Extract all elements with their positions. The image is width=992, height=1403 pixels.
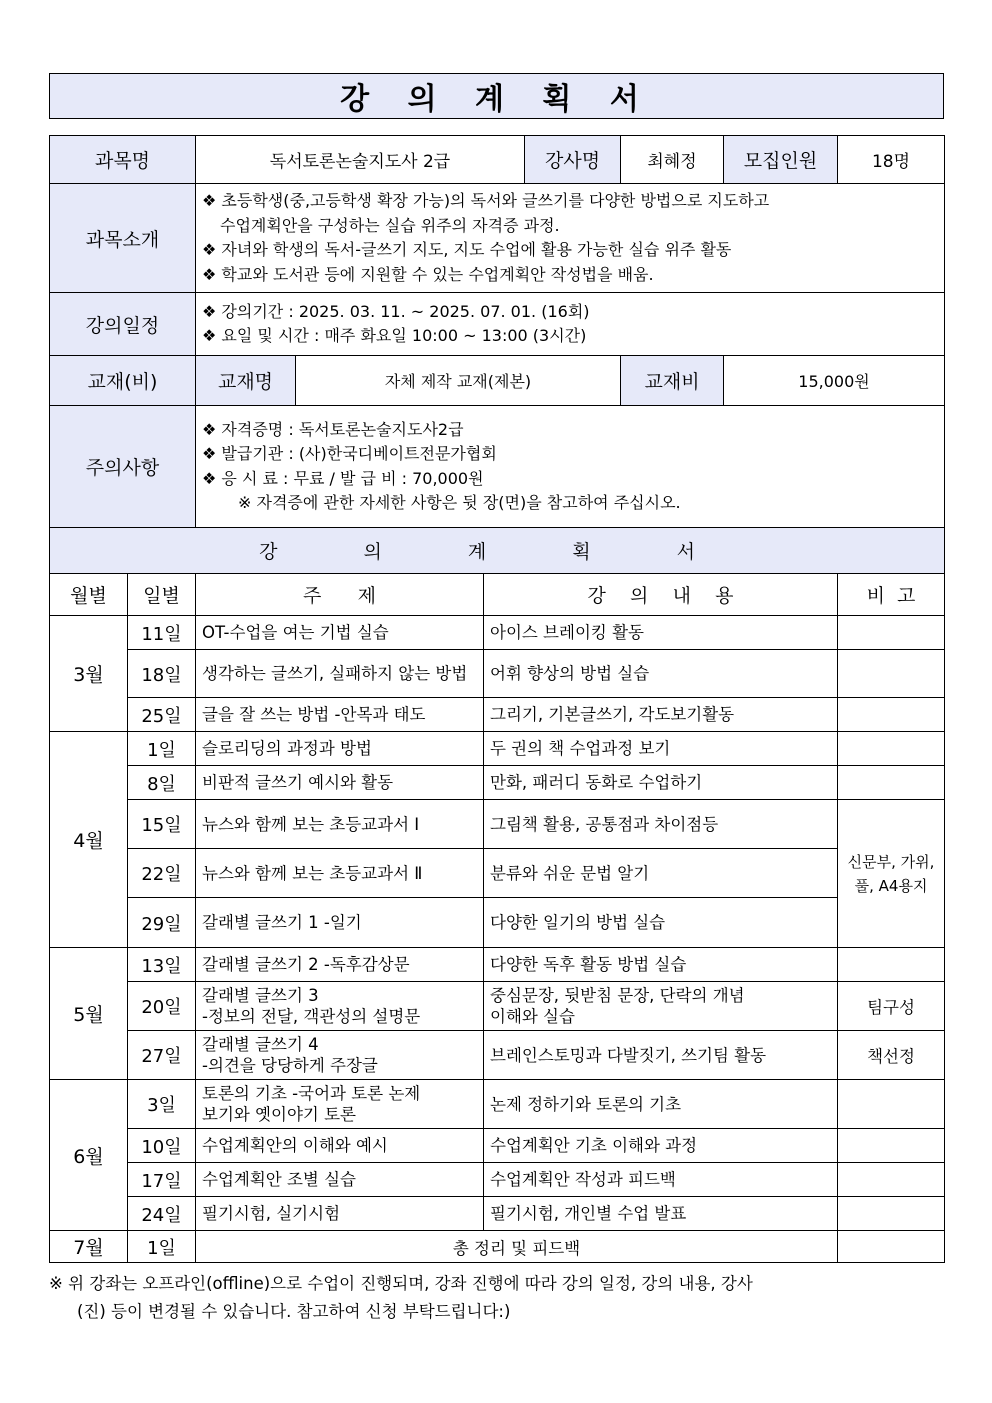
remark-cell [838,1080,945,1129]
table-row [50,1231,945,1263]
table-row [50,1129,945,1163]
notice-line: ※ 자격증에 관한 자세한 사항은 뒷 장(면)을 참고하여 주십시오. [238,493,681,512]
intro-line: 수업계획안을 구성하는 실습 위주의 자격증 과정. [220,215,560,235]
topic-cell: 글을 잘 쓰는 방법 -안목과 태도 [196,698,484,732]
topic-cell: 뉴스와 함께 보는 초등교과서 Ⅰ [196,800,484,849]
content-cell: 분류와 쉬운 문법 알기 [484,849,838,898]
table-row [50,948,945,982]
topic-cell [196,982,484,1031]
table-row [50,800,945,849]
schedule-line: ❖ 강의기간 : 2025. 03. 11. ~ 2025. 07. 01. (16회) [202,301,590,321]
topic-cell: 뉴스와 함께 보는 초등교과서 Ⅱ [196,849,484,898]
textbook-name-label: 교재명 [196,356,296,406]
header-content: 강 의 내 용 [484,574,838,616]
day-cell: 8일 [128,766,196,800]
day-cell: 18일 [128,650,196,698]
topic-cell [196,1031,484,1080]
content-cell: 수업계획안 작성과 피드백 [484,1163,838,1197]
month-cell: 4월 [50,732,128,948]
intro-line: ❖ 자녀와 학생의 독서-글쓰기 지도, 지도 수업에 활용 가능한 실습 위주 활동 [202,240,732,259]
remark-cell [838,1231,945,1263]
remark-cell [838,698,945,732]
remark-cell [838,1129,945,1163]
lecture-plan-table [49,527,945,1263]
day-cell: 1일 [128,732,196,766]
header-day: 일별 [128,574,196,616]
remark-cell [838,732,945,766]
topic-cell: 비판적 글쓰기 예시와 활동 [196,766,484,800]
day-cell: 13일 [128,948,196,982]
month-cell: 6월 [50,1080,128,1231]
content-cell: 두 권의 책 수업과정 보기 [484,732,838,766]
topic-cell: 슬로리딩의 과정과 방법 [196,732,484,766]
remark-cell [838,948,945,982]
remark-cell [838,1197,945,1231]
subject-label: 과목명 [50,136,196,184]
subject-value: 독서토론논술지도사 2급 [196,136,525,184]
intro-text [196,184,945,293]
page-title: 강 의 계 획 서 [49,73,944,119]
remark-cell [838,650,945,698]
content-line: 이해와 실습 [490,1007,575,1026]
topic-line: 토론의 기초 -국어과 토론 논제 [202,1084,421,1103]
table-row [50,898,945,948]
day-cell: 10일 [128,1129,196,1163]
notice-text [196,406,945,528]
day-cell: 17일 [128,1163,196,1197]
month-cell: 7월 [50,1231,128,1263]
remark-cell [838,766,945,800]
header-remark: 비 고 [838,574,945,616]
table-row [50,650,945,698]
table-row [50,982,945,1031]
table-row [50,849,945,898]
remark-cell: 팀구성 [838,982,945,1031]
topic-cell: 갈래별 글쓰기 2 -독후감상문 [196,948,484,982]
remark-cell [838,1163,945,1197]
intro-label: 과목소개 [50,184,196,293]
topic-line: 보기와 옛이야기 토론 [202,1105,356,1124]
header-topic: 주 제 [196,574,484,616]
topic-cell: OT-수업을 여는 기법 실습 [196,616,484,650]
textbook-name-value: 자체 제작 교재(제본) [296,356,621,406]
table-row [50,698,945,732]
textbook-label: 교재(비) [50,356,196,406]
schedule-line: ❖ 요일 및 시간 : 매주 화요일 10:00 ~ 13:00 (3시간) [202,326,587,345]
content-cell [484,982,838,1031]
day-cell: 25일 [128,698,196,732]
topic-cell: 갈래별 글쓰기 1 -일기 [196,898,484,948]
topic-cell: 수업계획안 조별 실습 [196,1163,484,1197]
content-cell: 다양한 일기의 방법 실습 [484,898,838,948]
month-cell: 5월 [50,948,128,1080]
intro-line: ❖ 초등학생(중,고등학생 확장 가능)의 독서와 글쓰기를 다양한 방법으로 지도하고 [202,191,770,210]
schedule-text [196,293,945,356]
notice-line: ❖ 자격증명 : 독서토론논술지도사2급 [202,419,464,439]
day-cell: 1일 [128,1231,196,1263]
content-cell: 아이스 브레이킹 활동 [484,616,838,650]
table-row [50,1197,945,1231]
day-cell: 27일 [128,1031,196,1080]
content-cell: 다양한 독후 활동 방법 실습 [484,948,838,982]
plan-section-title: 강 의 계 획 서 [50,528,945,574]
day-cell: 24일 [128,1197,196,1231]
topic-line: 갈래별 글쓰기 4 [202,1035,319,1054]
table-row [50,732,945,766]
textbook-fee-label: 교재비 [621,356,724,406]
notice-line: ❖ 발급기관 : (사)한국디베이트전문가협회 [202,444,497,463]
footer-line: ※ 위 강좌는 오프라인(offline)으로 수업이 진행되며, 강좌 진행에 따라 강의 일정, 강의 내용, 강사 [49,1274,753,1293]
notice-line: ❖ 응 시 료 : 무료 / 발 급 비 : 70,000원 [202,468,484,488]
header-month: 월별 [50,574,128,616]
textbook-fee-value: 15,000원 [724,356,945,406]
content-cell: 만화, 패러디 동화로 수업하기 [484,766,838,800]
instructor-label: 강사명 [525,136,621,184]
month-cell: 3월 [50,616,128,732]
instructor-value: 최혜정 [621,136,724,184]
table-row [50,1163,945,1197]
content-cell: 그림책 활용, 공통점과 차이점등 [484,800,838,849]
day-cell: 11일 [128,616,196,650]
footer-note [49,1270,946,1326]
capacity-label: 모집인원 [724,136,838,184]
intro-line: ❖ 학교와 도서관 등에 지원할 수 있는 수업계획안 작성법을 배움. [202,264,654,284]
table-row [50,766,945,800]
content-cell: 어휘 향상의 방법 실습 [484,650,838,698]
topic-line: 갈래별 글쓰기 3 [202,986,319,1005]
day-cell: 20일 [128,982,196,1031]
topic-cell [196,1080,484,1129]
topic-line: -의견을 당당하게 주장글 [202,1056,378,1075]
topic-cell: 필기시험, 실기시험 [196,1197,484,1231]
remark-cell-supplies: 신문부, 가위, 풀, A4용지 [838,800,945,948]
content-cell: 그리기, 기본글쓰기, 각도보기활동 [484,698,838,732]
day-cell: 22일 [128,849,196,898]
day-cell: 3일 [128,1080,196,1129]
remark-cell [838,616,945,650]
course-info-table [49,135,945,528]
day-cell: 29일 [128,898,196,948]
topic-cell-merged: 총 정리 및 피드백 [196,1231,838,1263]
table-row [50,1080,945,1129]
content-line: 중심문장, 뒷받침 문장, 단락의 개념 [490,986,745,1005]
capacity-value: 18명 [838,136,945,184]
topic-cell: 생각하는 글쓰기, 실패하지 않는 방법 [196,650,484,698]
topic-cell: 수업계획안의 이해와 예시 [196,1129,484,1163]
content-cell: 필기시험, 개인별 수업 발표 [484,1197,838,1231]
content-cell: 논제 정하기와 토론의 기초 [484,1080,838,1129]
remark-cell: 책선정 [838,1031,945,1080]
schedule-label: 강의일정 [50,293,196,356]
notice-label: 주의사항 [50,406,196,528]
content-cell: 수업계획안 기초 이해와 과정 [484,1129,838,1163]
table-row [50,1031,945,1080]
day-cell: 15일 [128,800,196,849]
footer-line: (진) 등이 변경될 수 있습니다. 참고하여 신청 부탁드립니다:) [77,1302,511,1321]
table-row [50,616,945,650]
topic-line: -정보의 전달, 객관성의 설명문 [202,1007,421,1026]
content-cell: 브레인스토밍과 다발짓기, 쓰기팀 활동 [484,1031,838,1080]
